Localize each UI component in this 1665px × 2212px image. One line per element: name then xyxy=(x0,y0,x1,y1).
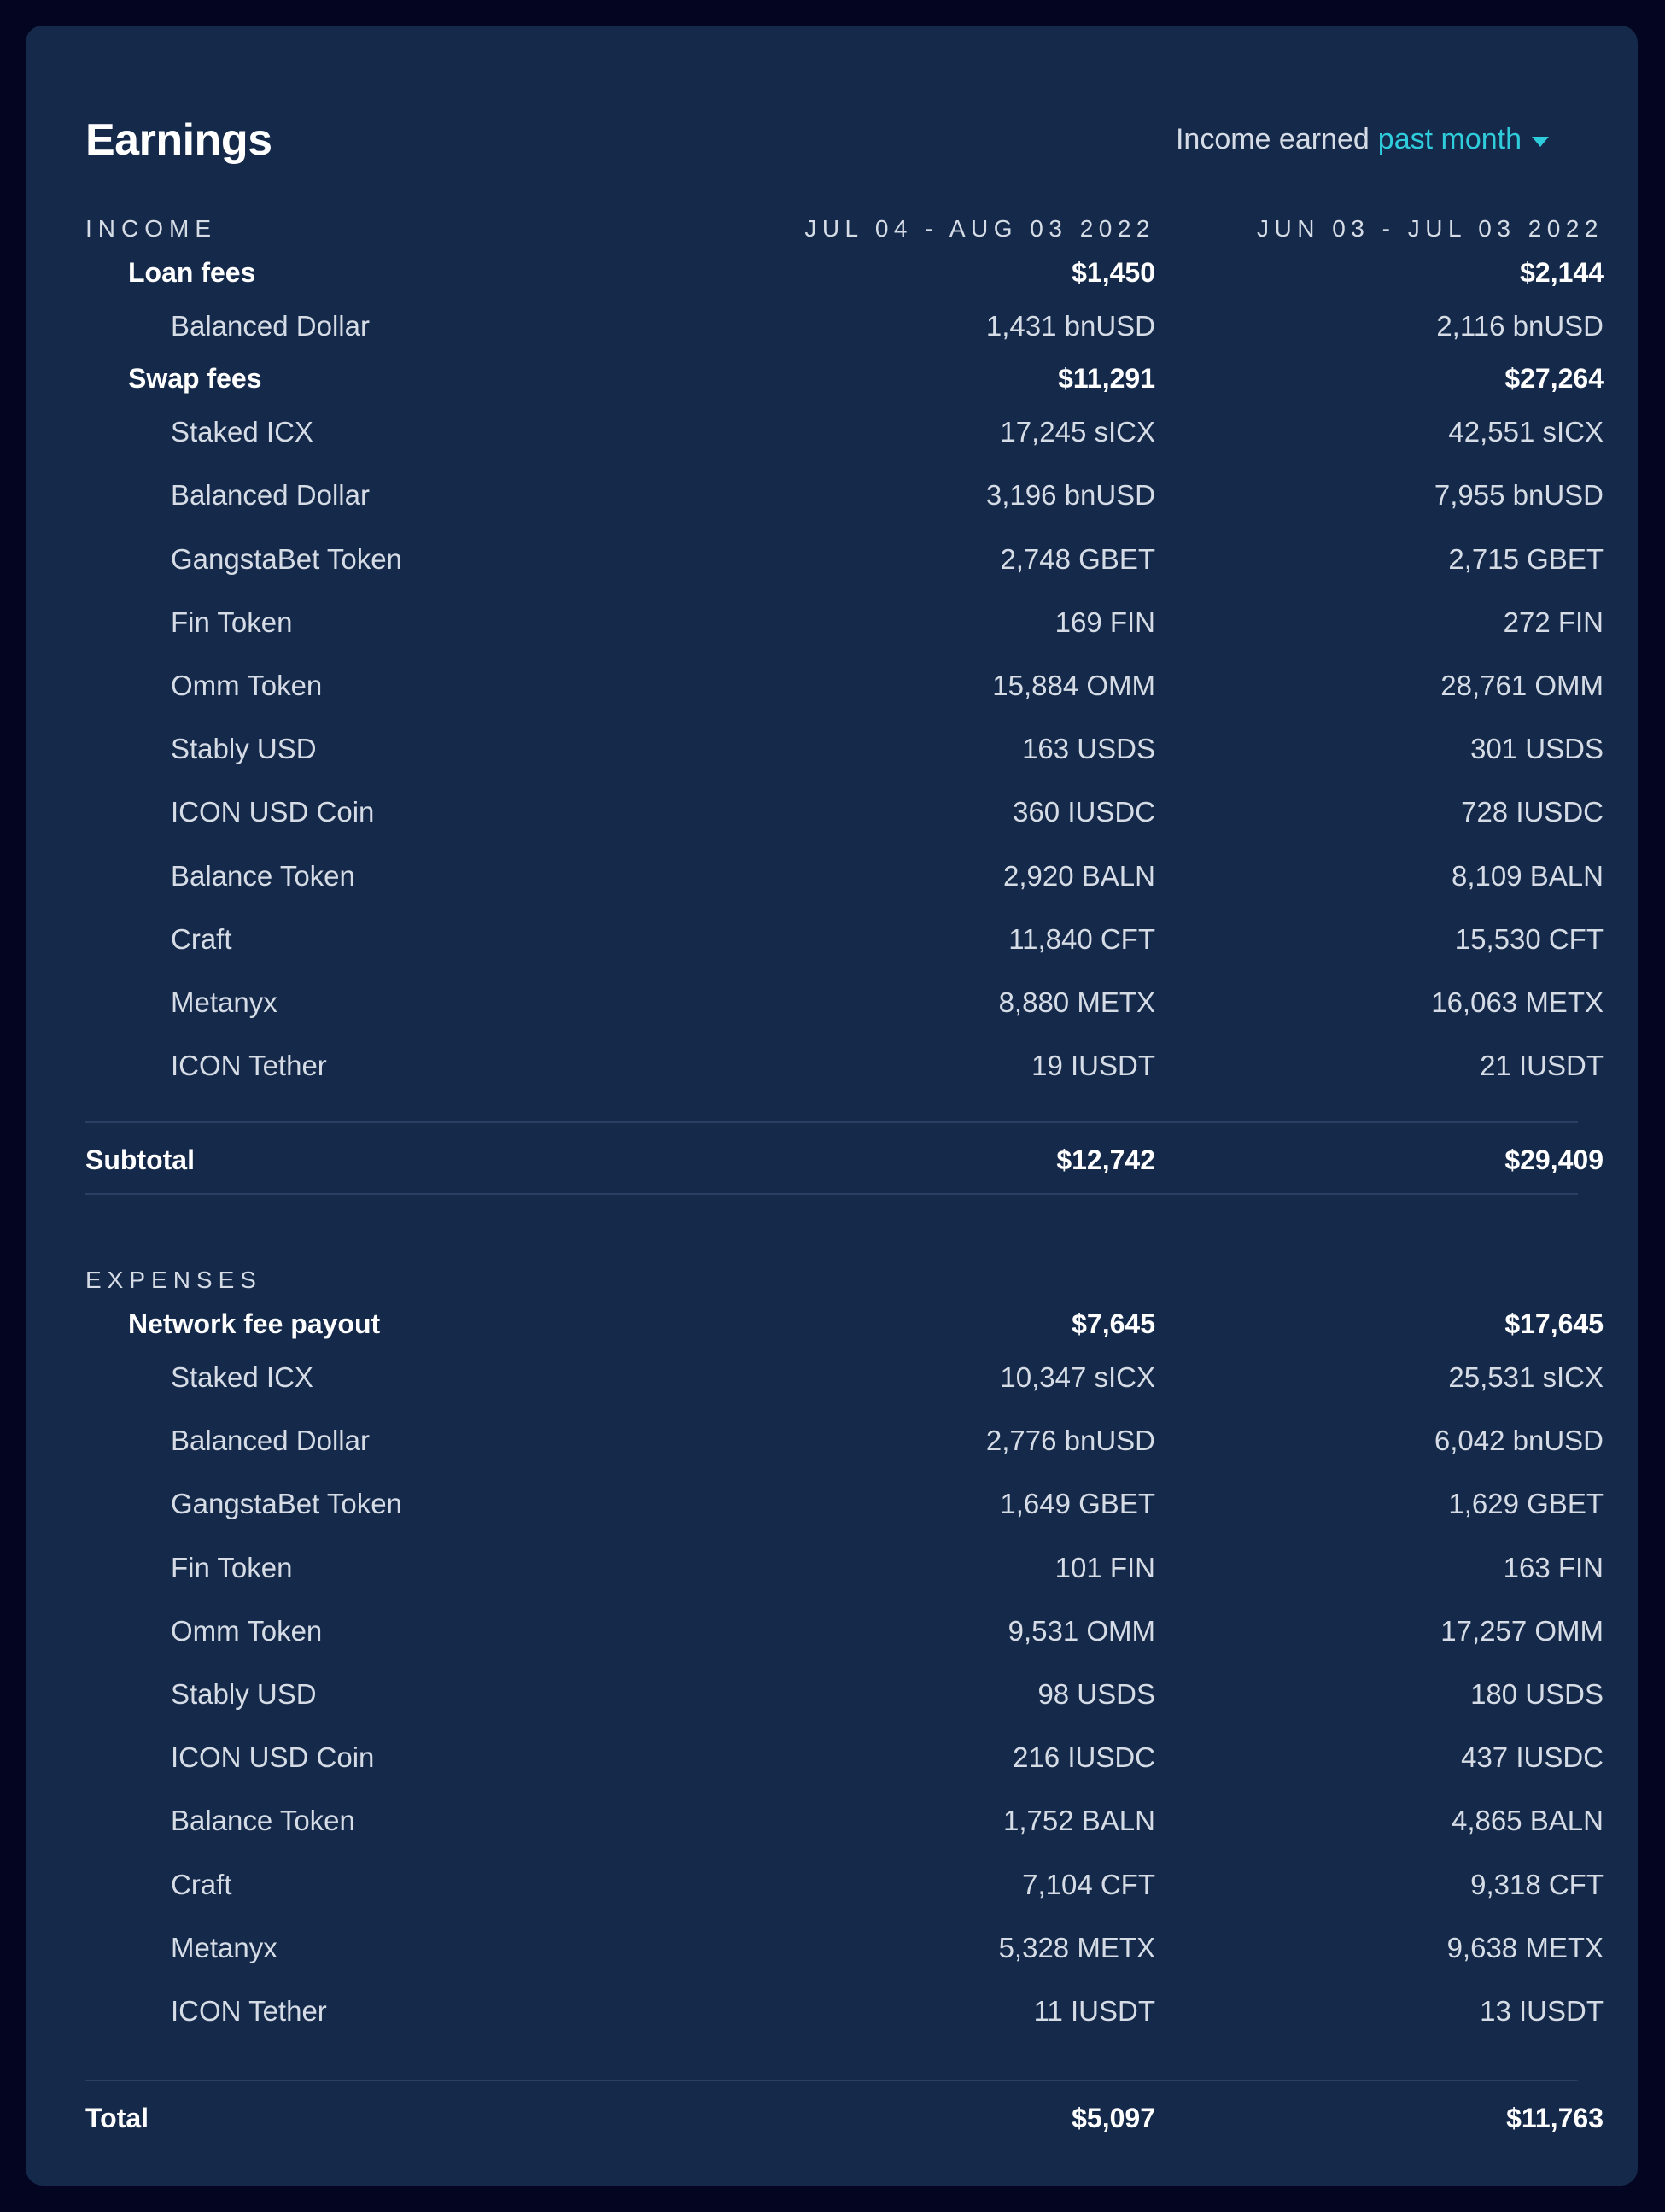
period-prefix-label: Income earned xyxy=(1175,123,1370,155)
row-value-period-1: 15,884 OMM xyxy=(992,670,1155,701)
token-row xyxy=(26,606,1638,658)
row-value-period-1: 2,748 GBET xyxy=(1000,542,1155,575)
row-value-period-2: 13 IUSDT xyxy=(1480,1995,1604,2027)
row-value-period-1: 17,245 sICX xyxy=(1000,416,1155,448)
row-value-period-2: 4,865 BALN xyxy=(1452,1805,1604,1837)
period-filter[interactable] xyxy=(1176,123,1549,156)
row-value-period-2: 6,042 bnUSD xyxy=(1434,1425,1604,1457)
token-row xyxy=(26,1488,1638,1539)
row-name: Stably USD xyxy=(171,733,317,765)
row-value-period-2: $29,409 xyxy=(1504,1144,1604,1175)
income-col2-header: JUN 03 - JUL 03 2022 xyxy=(1257,215,1604,242)
row-value-period-2: $17,645 xyxy=(1504,1308,1604,1339)
expenses-section-label: EXPENSES xyxy=(85,1267,262,1293)
category-row xyxy=(26,363,1638,414)
token-row xyxy=(26,1050,1638,1101)
row-name: Swap fees xyxy=(128,363,262,395)
token-row xyxy=(26,923,1638,974)
token-row xyxy=(26,860,1638,911)
row-value-period-1: 9,531 OMM xyxy=(1008,1614,1155,1647)
row-value-period-2: 2,116 bnUSD xyxy=(1436,310,1604,342)
earnings-card xyxy=(26,26,1638,2186)
row-value-period-2: 728 IUSDC xyxy=(1461,796,1604,828)
row-name: Subtotal xyxy=(85,1144,195,1175)
row-name: Loan fees xyxy=(128,257,256,288)
subtotal-top-divider xyxy=(85,1121,1578,1123)
row-value-period-2: 7,955 bnUSD xyxy=(1434,479,1604,512)
token-row xyxy=(26,479,1638,530)
row-value-period-1: $12,742 xyxy=(1056,1144,1155,1175)
row-value-period-1: 10,347 sICX xyxy=(1000,1361,1155,1393)
row-name: Stably USD xyxy=(171,1678,317,1710)
row-name: Metanyx xyxy=(171,986,278,1018)
row-value-period-2: 163 FIN xyxy=(1503,1551,1604,1583)
row-name: Craft xyxy=(171,922,232,955)
row-value-period-1: 5,328 METX xyxy=(998,1931,1155,1963)
row-value-period-2: $11,763 xyxy=(1506,2103,1604,2133)
row-value-period-2: 272 FIN xyxy=(1503,606,1604,638)
row-value-period-1: 163 USDS xyxy=(1022,733,1155,765)
row-value-period-1: 7,104 CFT xyxy=(1022,1868,1155,1900)
row-value-period-2: 15,530 CFT xyxy=(1454,922,1604,955)
category-row xyxy=(26,1308,1638,1360)
row-value-period-2: 21 IUSDT xyxy=(1480,1050,1604,1082)
row-name: ICON Tether xyxy=(171,1050,327,1082)
row-value-period-2: 25,531 sICX xyxy=(1448,1361,1604,1393)
token-row xyxy=(26,986,1638,1038)
row-name: Balanced Dollar xyxy=(171,310,370,342)
row-name: GangstaBet Token xyxy=(171,542,402,575)
row-value-period-1: $11,291 xyxy=(1058,363,1155,395)
row-name: ICON USD Coin xyxy=(171,796,375,828)
token-row xyxy=(26,1995,1638,2046)
row-name: Balanced Dollar xyxy=(171,479,370,512)
row-value-period-2: 28,761 OMM xyxy=(1440,670,1604,701)
token-row xyxy=(26,543,1638,594)
row-value-period-1: $1,450 xyxy=(1072,257,1155,288)
row-value-period-2: 9,318 CFT xyxy=(1470,1868,1604,1900)
period-dropdown[interactable]: past month xyxy=(1377,123,1522,155)
row-value-period-2: 1,629 GBET xyxy=(1448,1488,1604,1520)
row-name: Balanced Dollar xyxy=(171,1425,370,1457)
row-name: Balance Token xyxy=(171,859,355,892)
token-row xyxy=(26,1425,1638,1476)
row-value-period-2: 42,551 sICX xyxy=(1448,416,1604,448)
row-value-period-2: 8,109 BALN xyxy=(1452,859,1604,892)
row-name: ICON Tether xyxy=(171,1995,327,2027)
row-name: Staked ICX xyxy=(171,416,313,448)
token-row xyxy=(26,416,1638,467)
token-row xyxy=(26,670,1638,721)
row-value-period-2: 437 IUSDC xyxy=(1461,1741,1604,1774)
row-name: Total xyxy=(85,2103,149,2133)
row-value-period-2: 180 USDS xyxy=(1470,1678,1604,1710)
row-name: Fin Token xyxy=(171,1551,293,1583)
row-value-period-2: 17,257 OMM xyxy=(1440,1614,1604,1647)
row-value-period-1: 1,649 GBET xyxy=(1000,1488,1155,1520)
token-row xyxy=(26,733,1638,784)
category-row xyxy=(26,257,1638,308)
row-value-period-2: 301 USDS xyxy=(1470,733,1604,765)
token-row xyxy=(26,1552,1638,1603)
row-name: Craft xyxy=(171,1868,232,1900)
row-value-period-1: 19 IUSDT xyxy=(1031,1050,1155,1082)
token-row xyxy=(26,1361,1638,1413)
row-name: GangstaBet Token xyxy=(171,1488,402,1520)
token-row xyxy=(26,796,1638,847)
row-value-period-2: 16,063 METX xyxy=(1431,986,1604,1018)
row-value-period-1: 2,776 bnUSD xyxy=(985,1425,1155,1457)
row-name: Staked ICX xyxy=(171,1361,313,1393)
row-name: Omm Token xyxy=(171,670,323,701)
row-name: Fin Token xyxy=(171,606,293,638)
token-row xyxy=(26,1805,1638,1856)
row-value-period-1: 2,920 BALN xyxy=(1003,859,1155,892)
total-top-divider xyxy=(85,2080,1578,2081)
token-row xyxy=(26,310,1638,361)
row-value-period-1: 98 USDS xyxy=(1037,1678,1155,1710)
total-row xyxy=(26,2103,1638,2154)
row-value-period-1: 216 IUSDC xyxy=(1013,1741,1155,1774)
row-value-period-1: 3,196 bnUSD xyxy=(985,479,1155,512)
row-value-period-2: 9,638 METX xyxy=(1446,1931,1604,1963)
subtotal-row xyxy=(26,1144,1638,1196)
row-name: ICON USD Coin xyxy=(171,1741,375,1774)
token-row xyxy=(26,1932,1638,1983)
page-title: Earnings xyxy=(85,115,272,165)
row-value-period-1: 101 FIN xyxy=(1054,1551,1155,1583)
income-col1-header: JUL 04 - AUG 03 2022 xyxy=(804,215,1155,242)
row-value-period-1: $7,645 xyxy=(1072,1308,1155,1339)
row-value-period-1: $5,097 xyxy=(1072,2103,1155,2133)
row-name: Balance Token xyxy=(171,1805,355,1837)
caret-down-icon[interactable] xyxy=(1532,137,1549,147)
token-row xyxy=(26,1678,1638,1729)
row-name: Metanyx xyxy=(171,1931,278,1963)
row-value-period-2: 2,715 GBET xyxy=(1448,542,1604,575)
subtotal-bottom-divider xyxy=(85,1193,1578,1195)
row-value-period-1: 1,752 BALN xyxy=(1003,1805,1155,1837)
token-row xyxy=(26,1615,1638,1666)
row-value-period-1: 1,431 bnUSD xyxy=(985,310,1155,342)
income-section-label: INCOME xyxy=(85,215,217,242)
row-value-period-1: 360 IUSDC xyxy=(1013,796,1155,828)
row-value-period-2: $27,264 xyxy=(1504,363,1604,395)
row-name: Network fee payout xyxy=(128,1308,381,1339)
token-row xyxy=(26,1869,1638,1920)
row-value-period-1: 11,840 CFT xyxy=(1008,922,1155,955)
row-value-period-1: 8,880 METX xyxy=(998,986,1155,1018)
row-value-period-2: $2,144 xyxy=(1520,257,1604,288)
token-row xyxy=(26,1741,1638,1793)
row-value-period-1: 11 IUSDT xyxy=(1033,1995,1155,2027)
row-name: Omm Token xyxy=(171,1614,323,1647)
row-value-period-1: 169 FIN xyxy=(1054,606,1155,638)
